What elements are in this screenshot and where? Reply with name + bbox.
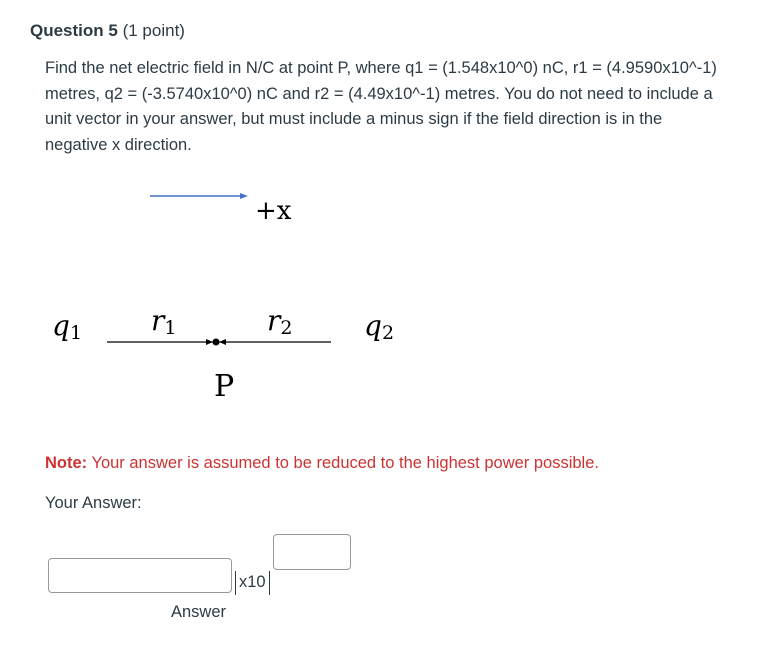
direction-arrow-head [240, 193, 248, 199]
your-answer-label: Your Answer: [45, 494, 142, 512]
q2-label: q2 [364, 309, 395, 344]
r1-label: r1 [151, 304, 177, 339]
answer-caption: Answer [171, 603, 227, 621]
question-title: Question 5 [30, 21, 118, 40]
answer-input[interactable] [48, 558, 232, 593]
q1-label: q1 [52, 309, 83, 344]
point-p-label: P [214, 369, 235, 404]
note [45, 454, 599, 473]
question-points: (1 point) [122, 21, 185, 40]
point-p-dot [213, 339, 220, 346]
r2-label: r2 [267, 304, 293, 339]
note-text: Your answer is assumed to be reduced to the highest power possible. [87, 454, 599, 472]
question-header [30, 21, 185, 41]
question-text: Find the net electric field in N/C at point P, where q1 = (1.548x10^0) nC, r1 = (4.9590x10^-1) metres, q2 = (-3.5740x10^0) nC and r2 = (4.49x10^-1) metres. You do not need to include a unit vector in your answer, but must include a minus sign if the field direction is in the negative x direction. [45, 59, 717, 154]
exponent-input[interactable] [273, 534, 351, 570]
note-label: Note: [45, 454, 88, 472]
p-arrow-right [219, 339, 226, 345]
p-arrow-left [206, 339, 213, 345]
times-ten-label: x10 [235, 571, 270, 595]
direction-label: +x [255, 196, 292, 226]
